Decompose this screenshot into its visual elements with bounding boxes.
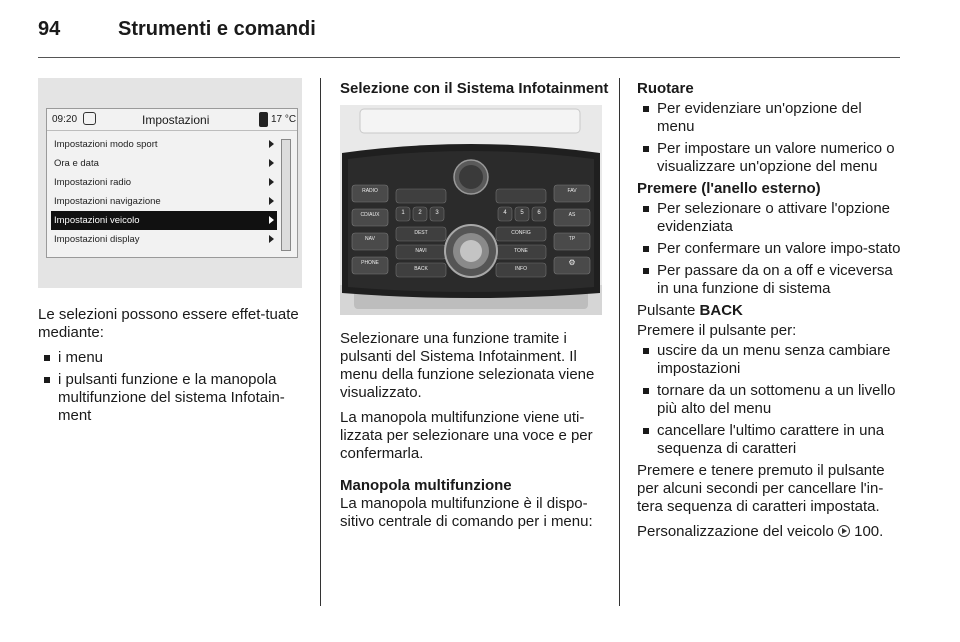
back-keyword: BACK xyxy=(699,302,743,319)
control-panel-illustration xyxy=(340,105,602,315)
section-heading: Selezione con il Sistema Infotainment xyxy=(340,80,609,97)
tone-button[interactable]: TONE xyxy=(514,248,528,254)
reference-page[interactable]: 100. xyxy=(854,523,884,540)
reference-text: Personalizzazione del veicolo xyxy=(637,523,834,540)
page-number: 94 xyxy=(38,18,61,40)
menu-item-label: Impostazioni radio xyxy=(54,177,132,188)
selection-intro: Le selezioni possono essere effet-tuate mediante: xyxy=(38,306,299,341)
radio-button[interactable]: RADIO xyxy=(362,188,378,194)
screen-temperature: 17 °C xyxy=(271,114,297,125)
column-1-text xyxy=(38,306,308,429)
screen-status-bar xyxy=(47,109,297,131)
bullet-item: Per impostare un valore numerico o visualizzare un'opzione del menu xyxy=(637,140,903,176)
paragraph: Selezionare una funzione tramite i pulsanti del Sistema Infotainment. Il menu della funzione selezionata viene visualizzato. xyxy=(340,330,595,401)
header-divider xyxy=(38,57,900,58)
press-heading: Premere (l'anello esterno) xyxy=(637,180,821,197)
preset-5-button[interactable]: 5 xyxy=(520,210,524,216)
as-button[interactable]: AS xyxy=(568,212,576,218)
preset-4-button[interactable]: 4 xyxy=(503,210,507,216)
bullet-item: Per selezionare o attivare l'opzione evidenziata xyxy=(637,200,903,236)
menu-item-label: Impostazioni veicolo xyxy=(54,215,140,226)
column-2-text xyxy=(340,330,606,538)
settings-screen xyxy=(46,108,298,258)
phone-button[interactable]: PHONE xyxy=(361,260,379,266)
settings-menu-list xyxy=(51,135,277,249)
bullet-item: cancellare l'ultimo carattere in una sequenza di caratteri xyxy=(637,422,903,458)
menu-item-label: Ora e data xyxy=(54,158,99,169)
page-reference-arrow-icon[interactable] xyxy=(838,525,850,537)
column-divider-1 xyxy=(320,78,321,606)
chapter-title: Strumenti e comandi xyxy=(118,18,316,40)
bullet-item: Per evidenziare un'opzione del menu xyxy=(637,100,903,136)
bullet-item: uscire da un menu senza cambiare impostazioni xyxy=(637,342,903,378)
clock-icon xyxy=(83,112,96,125)
rotate-heading: Ruotare xyxy=(637,80,694,97)
preset-6-button[interactable]: 6 xyxy=(537,210,541,216)
reference-line xyxy=(637,523,903,541)
bullet-item: i menu xyxy=(38,349,308,367)
arrow-right-icon xyxy=(269,159,274,167)
arrow-right-icon xyxy=(269,235,274,243)
menu-scrollbar[interactable] xyxy=(281,139,291,251)
column-3-text xyxy=(637,80,903,548)
paragraph: La manopola multifunzione viene uti-lizzata per selezionare una voce e per confermarla. xyxy=(340,409,593,462)
settings-icon[interactable]: ⚙ xyxy=(568,258,576,267)
arrow-right-icon xyxy=(269,140,274,148)
back-prefix: Pulsante xyxy=(637,302,700,319)
back-button-label xyxy=(637,302,903,320)
fav-button[interactable]: FAV xyxy=(567,188,577,194)
menu-item-label: Impostazioni navigazione xyxy=(54,196,161,207)
temperature-icon xyxy=(259,112,268,127)
dest-button[interactable]: DEST xyxy=(414,230,428,236)
config-button[interactable]: CONFIG xyxy=(511,230,531,236)
preset-3-button[interactable]: 3 xyxy=(435,210,439,216)
menu-item[interactable] xyxy=(51,192,277,211)
bullet-item: tornare da un sottomenu a un livello più alto del menu xyxy=(637,382,903,418)
column-divider-2 xyxy=(619,78,620,606)
preset-1-button[interactable]: 1 xyxy=(401,210,405,216)
menu-item-label: Impostazioni modo sport xyxy=(54,139,158,150)
arrow-right-icon xyxy=(269,197,274,205)
subheading: Manopola multifunzione xyxy=(340,477,512,494)
nav-button[interactable]: NAV xyxy=(365,236,375,242)
menu-item[interactable] xyxy=(51,154,277,173)
infotainment-screen-figure xyxy=(38,78,302,288)
tp-button[interactable]: TP xyxy=(568,236,576,242)
screen-title: Impostazioni xyxy=(142,113,210,127)
menu-item[interactable] xyxy=(51,230,277,249)
menu-item[interactable] xyxy=(51,173,277,192)
arrow-right-icon xyxy=(269,178,274,186)
screen-clock-time: 09:20 xyxy=(52,114,78,125)
menu-item[interactable] xyxy=(51,135,277,154)
back-intro: Premere il pulsante per: xyxy=(637,322,797,339)
paragraph: La manopola multifunzione è il dispo-sitivo centrale di comando per i menu: xyxy=(340,495,593,530)
page-header xyxy=(38,18,316,41)
infotainment-control-panel-figure xyxy=(340,105,602,315)
back-button[interactable]: BACK xyxy=(414,266,428,272)
column-2-heading xyxy=(340,80,610,100)
bullet-item: i pulsanti funzione e la manopola multifunzione del sistema Infotain-ment xyxy=(38,371,308,425)
bullet-item: Per confermare un valore impo-stato xyxy=(637,240,903,258)
arrow-right-icon xyxy=(269,216,274,224)
menu-item-selected[interactable] xyxy=(51,211,277,230)
hold-paragraph: Premere e tenere premuto il pulsante per alcuni secondi per cancellare l'in-tera sequenza di caratteri impostata. xyxy=(637,462,885,515)
cd-aux-button[interactable]: CD/AUX xyxy=(360,212,380,218)
info-button[interactable]: INFO xyxy=(515,266,527,272)
preset-2-button[interactable]: 2 xyxy=(418,210,422,216)
menu-item-label: Impostazioni display xyxy=(54,234,140,245)
bullet-item: Per passare da on a off e viceversa in una funzione di sistema xyxy=(637,262,903,298)
navi-button[interactable]: NAVI xyxy=(415,248,427,254)
